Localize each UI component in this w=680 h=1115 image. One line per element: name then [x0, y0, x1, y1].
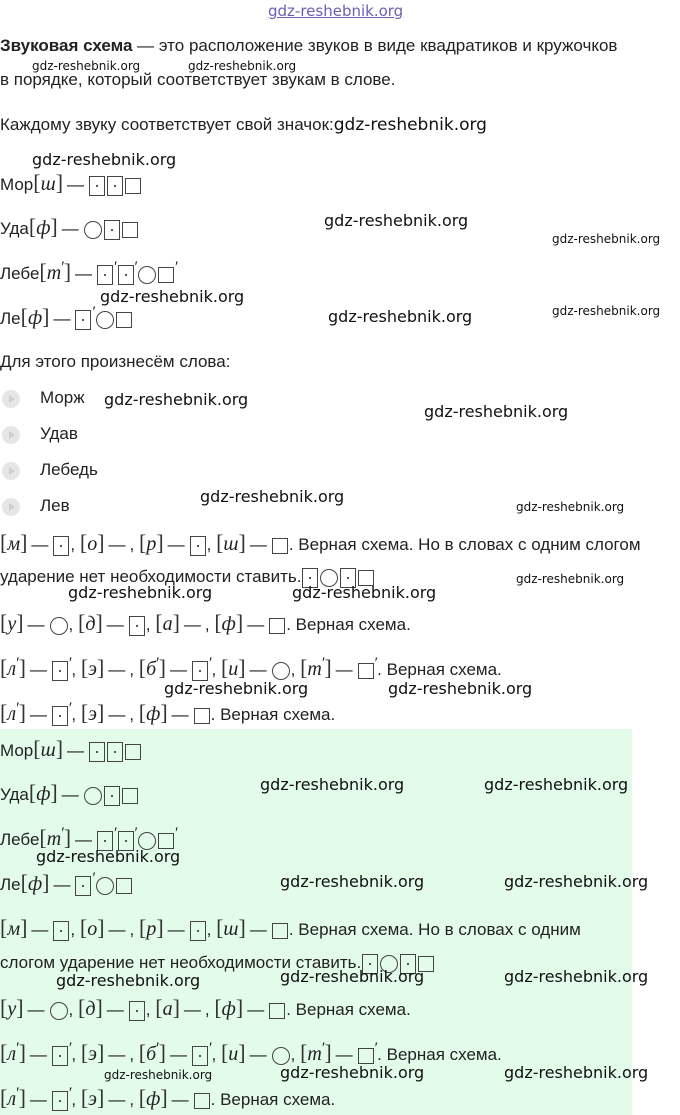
watermark: gdz-reshebnik.org — [324, 211, 469, 230]
bullet-icon — [2, 390, 20, 408]
scheme-lebed: Лебе[т′] — ′ ′ ′ — [0, 259, 178, 284]
scheme-sound: ф — [36, 217, 51, 239]
scheme-udav: Уда[ф] — — [0, 214, 139, 240]
watermark: gdz-reshebnik.org — [32, 59, 141, 73]
bullet-icon — [2, 462, 20, 480]
definition-line-2: в порядке, который соответствует звукам в слове. — [0, 70, 396, 89]
analysis-text: . Верная схема. — [377, 660, 502, 679]
analysis-text: . Верная схема. — [286, 615, 411, 634]
scheme-prefix: Ле — [0, 309, 21, 328]
watermark: gdz-reshebnik.org — [280, 1063, 425, 1082]
watermark: gdz-reshebnik.org — [516, 500, 625, 514]
watermark: gdz-reshebnik.org — [504, 1063, 649, 1082]
word: Удав — [40, 424, 78, 443]
intro-label: Каждому звуку соответствует свой значок: — [0, 115, 334, 134]
answer-scheme-lebed: Лебе[т′] — ′ ′ ′ — [0, 825, 178, 850]
watermark: gdz-reshebnik.org — [164, 679, 309, 698]
answer-scheme-udav: Уда[ф] — — [0, 780, 139, 806]
scheme-sound: ш — [40, 173, 56, 195]
list-item — [2, 496, 70, 516]
list-item — [2, 424, 78, 444]
watermark: gdz-reshebnik.org — [504, 872, 649, 891]
list-item — [2, 388, 85, 408]
analysis-text: . Верная схема. Но в словах с одним — [288, 920, 581, 939]
analysis-text: ударение нет необходимости ставить. — [0, 567, 302, 586]
watermark-top[interactable]: gdz-reshebnik.org — [268, 2, 404, 20]
watermark: gdz-reshebnik.org — [333, 115, 487, 135]
watermark: gdz-reshebnik.org — [516, 572, 625, 586]
word: Лев — [40, 496, 70, 515]
watermark: gdz-reshebnik.org — [36, 847, 181, 866]
answer-analysis-lebed: [л′] — ′, [э] — , [б′] — ′, [и] — , [т′] — ′. Верная схема. — [0, 1040, 502, 1065]
watermark: gdz-reshebnik.org — [56, 971, 201, 990]
definition-line-1 — [0, 36, 617, 56]
term: Звуковая схема — [0, 36, 133, 55]
answer-scheme-lev: Ле[ф] — ′ — [0, 870, 133, 896]
analysis-text: . Верная схема. — [286, 1000, 411, 1019]
watermark: gdz-reshebnik.org — [32, 150, 177, 169]
pronounce-intro: Для этого произнесём слова: — [0, 352, 231, 371]
analysis-text: . Верная схема. — [210, 705, 336, 724]
watermark: gdz-reshebnik.org — [292, 583, 437, 602]
scheme-morzh: Мор[ш] — — [0, 170, 142, 196]
analysis-lev: [л′] — ′, [э] — , [ф] — . Верная схема. — [0, 700, 336, 725]
watermark: gdz-reshebnik.org — [424, 402, 569, 421]
analysis-text: . Верная схема. — [210, 1090, 336, 1109]
bullet-icon — [2, 498, 20, 516]
answer-analysis-morzh: [м] — , [о] — , [р] — , [ш] — . Верная схема. Но в словах с одним — [0, 915, 581, 940]
word: Морж — [40, 388, 85, 407]
answer-scheme-morzh: Мор[ш] — — [0, 736, 142, 762]
analysis-text: слогом ударение нет необходимости ставить. — [0, 953, 362, 972]
watermark: gdz-reshebnik.org — [104, 1068, 213, 1082]
word: Лебедь — [40, 460, 98, 479]
watermark: gdz-reshebnik.org — [260, 775, 405, 794]
scheme-sound: ф — [27, 307, 43, 329]
watermark: gdz-reshebnik.org — [484, 775, 629, 794]
analysis-morzh: [м] — , [о] — , [р] — , [ш] — . Верная схема. Но в словах с одним слогом — [0, 530, 641, 555]
definition-rest: — это расположение звуков в виде квадратиков и кружочков — [132, 36, 618, 55]
watermark: gdz-reshebnik.org — [552, 304, 661, 318]
watermark: gdz-reshebnik.org — [504, 967, 649, 986]
watermark: gdz-reshebnik.org — [104, 390, 249, 409]
intro-text — [0, 115, 487, 135]
list-item — [2, 460, 98, 480]
scheme-prefix: Мор — [0, 175, 34, 194]
watermark: gdz-reshebnik.org — [188, 59, 297, 73]
analysis-text: . Верная схема. Но в словах с одним слогом — [288, 535, 641, 554]
watermark: gdz-reshebnik.org — [280, 872, 425, 891]
bullet-icon — [2, 426, 20, 444]
watermark: gdz-reshebnik.org — [328, 307, 473, 326]
scheme-prefix: Лебе — [0, 264, 40, 283]
scheme-sound: т — [46, 262, 62, 284]
watermark: gdz-reshebnik.org — [552, 232, 661, 246]
answer-analysis-udav: [у] — , [д] — , [а] — , [ф] — . Верная схема. — [0, 995, 411, 1020]
answer-analysis-lev: [л′] — ′, [э] — , [ф] — . Верная схема. — [0, 1085, 336, 1110]
watermark: gdz-reshebnik.org — [200, 487, 345, 506]
scheme-prefix: Уда — [0, 219, 29, 238]
analysis-lebed: [л′] — ′, [э] — , [б′] — ′, [и] — , [т′] — ′. Верная схема. — [0, 655, 502, 680]
watermark: gdz-reshebnik.org — [68, 583, 213, 602]
analysis-udav: [у] — , [д] — , [а] — , [ф] — . Верная схема. — [0, 610, 411, 635]
analysis-text: . Верная схема. — [377, 1045, 502, 1064]
watermark: gdz-reshebnik.org — [280, 967, 425, 986]
watermark: gdz-reshebnik.org — [388, 679, 533, 698]
scheme-lev: Ле[ф] — ′ — [0, 304, 133, 330]
watermark: gdz-reshebnik.org — [100, 287, 245, 306]
